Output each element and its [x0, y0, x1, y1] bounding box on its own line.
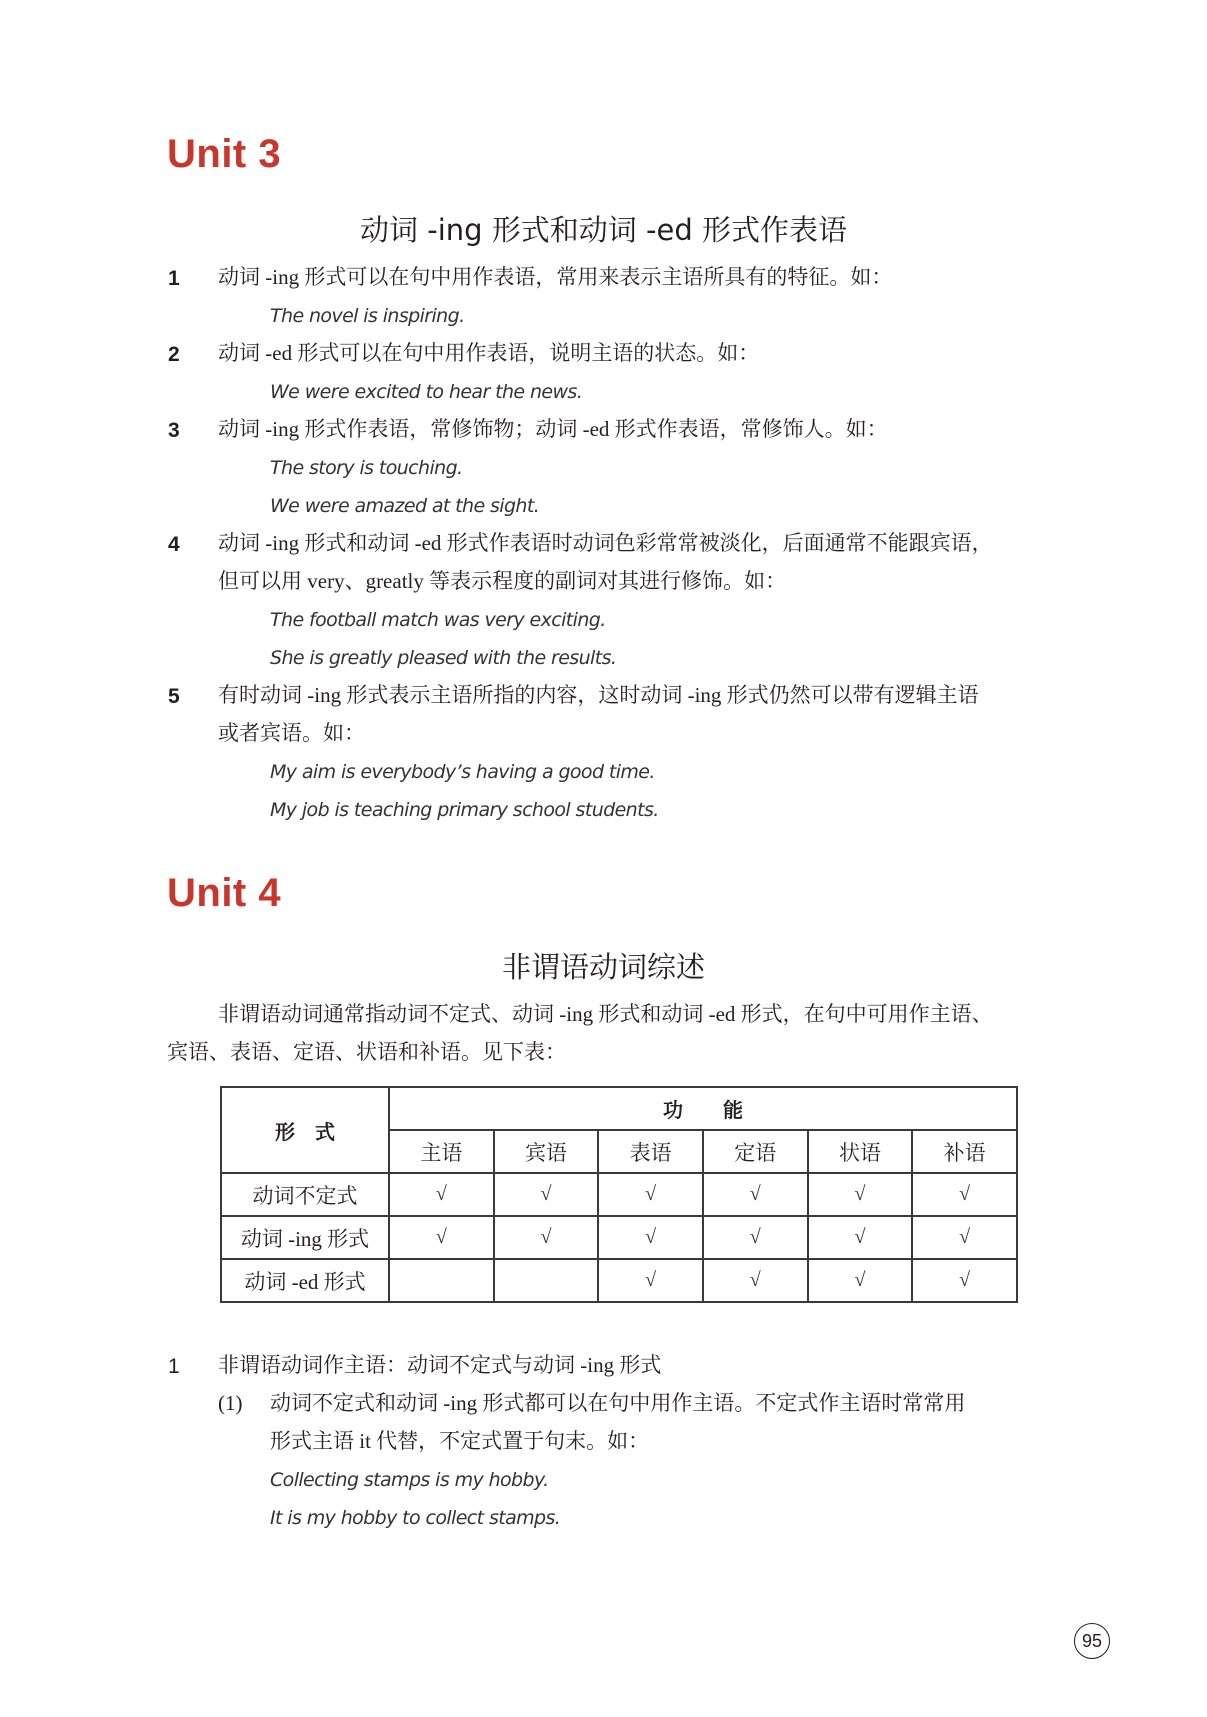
table-row [221, 1173, 1017, 1216]
check-mark: √ [808, 1259, 913, 1302]
unit-3-section-title: 动词 -ing 形式和动词 -ed 形式作表语 [360, 213, 847, 247]
example-sentence: It is my hobby to collect stamps. [270, 1507, 561, 1529]
example-sentence: We were excited to hear the news. [270, 381, 583, 403]
function-header: 功 能 [389, 1087, 1017, 1130]
column-header: 定语 [703, 1130, 808, 1173]
check-mark [494, 1259, 599, 1302]
check-mark: √ [389, 1173, 494, 1216]
point-number: 5 [168, 685, 180, 708]
column-header: 表语 [598, 1130, 703, 1173]
unit-3-title: Unit 3 [167, 132, 282, 176]
table-row [221, 1216, 1017, 1259]
point-number: 4 [168, 533, 180, 556]
column-header: 宾语 [494, 1130, 599, 1173]
example-sentence: The story is touching. [270, 457, 463, 479]
row-form: 动词 -ing 形式 [221, 1216, 389, 1259]
check-mark: √ [598, 1216, 703, 1259]
check-mark: √ [808, 1216, 913, 1259]
row-form: 动词不定式 [221, 1173, 389, 1216]
page-number: 95 [1074, 1623, 1110, 1659]
point-text: 动词 -ed 形式可以在句中用作表语，说明主语的状态。如： [218, 341, 760, 365]
check-mark: √ [703, 1173, 808, 1216]
example-sentence: My aim is everybody’s having a good time. [270, 761, 655, 783]
check-mark: √ [598, 1173, 703, 1216]
example-sentence: She is greatly pleased with the results. [270, 647, 617, 669]
sub-point-text: 动词不定式和动词 -ing 形式都可以在句中用作主语。不定式作主语时常常用 [270, 1391, 966, 1415]
point-title: 非谓语动词作主语：动词不定式与动词 -ing 形式 [218, 1353, 662, 1377]
sub-point-label: (1) [218, 1391, 243, 1415]
check-mark: √ [494, 1173, 599, 1216]
check-mark: √ [912, 1216, 1017, 1259]
check-mark: √ [912, 1173, 1017, 1216]
example-sentence: My job is teaching primary school students. [270, 799, 659, 821]
unit-4-title: Unit 4 [167, 871, 282, 915]
form-header: 形 式 [221, 1087, 389, 1173]
point-number: 1 [168, 267, 180, 290]
point-text: 但可以用 very、greatly 等表示程度的副词对其进行修饰。如： [218, 569, 787, 593]
example-sentence: The novel is inspiring. [270, 305, 465, 327]
check-mark: √ [389, 1216, 494, 1259]
sub-point-text: 形式主语 it 代替，不定式置于句末。如： [270, 1429, 650, 1453]
column-header: 状语 [808, 1130, 913, 1173]
point-text: 或者宾语。如： [218, 721, 365, 745]
point-text: 动词 -ing 形式可以在句中用作表语，常用来表示主语所具有的特征。如： [218, 265, 893, 289]
point-text: 动词 -ing 形式作表语，常修饰物；动词 -ed 形式作表语，常修饰人。如： [218, 417, 888, 441]
point-number: 3 [168, 419, 180, 442]
example-sentence: The football match was very exciting. [270, 609, 606, 631]
example-sentence: We were amazed at the sight. [270, 495, 540, 517]
intro-text: 宾语、表语、定语、状语和补语。见下表： [167, 1040, 566, 1064]
unit-4-section-title: 非谓语动词综述 [501, 950, 705, 984]
column-header: 主语 [389, 1130, 494, 1173]
table-row [221, 1259, 1017, 1302]
point-text: 有时动词 -ing 形式表示主语所指的内容，这时动词 -ing 形式仍然可以带有逻辑主语 [218, 683, 979, 707]
check-mark: √ [703, 1216, 808, 1259]
point-number: 2 [168, 343, 180, 366]
point-text: 动词 -ing 形式和动词 -ed 形式作表语时动词色彩常常被淡化，后面通常不能跟宾语， [218, 531, 993, 555]
point-number: 1 [168, 1355, 180, 1378]
check-mark: √ [912, 1259, 1017, 1302]
example-sentence: Collecting stamps is my hobby. [270, 1469, 549, 1491]
check-mark: √ [703, 1259, 808, 1302]
column-header: 补语 [912, 1130, 1017, 1173]
check-mark [389, 1259, 494, 1302]
intro-text: 非谓语动词通常指动词不定式、动词 -ing 形式和动词 -ed 形式，在句中可用作主语、 [218, 1002, 993, 1026]
check-mark: √ [598, 1259, 703, 1302]
row-form: 动词 -ed 形式 [221, 1259, 389, 1302]
non-finite-verb-function-table [220, 1086, 1018, 1303]
check-mark: √ [808, 1173, 913, 1216]
check-mark: √ [494, 1216, 599, 1259]
